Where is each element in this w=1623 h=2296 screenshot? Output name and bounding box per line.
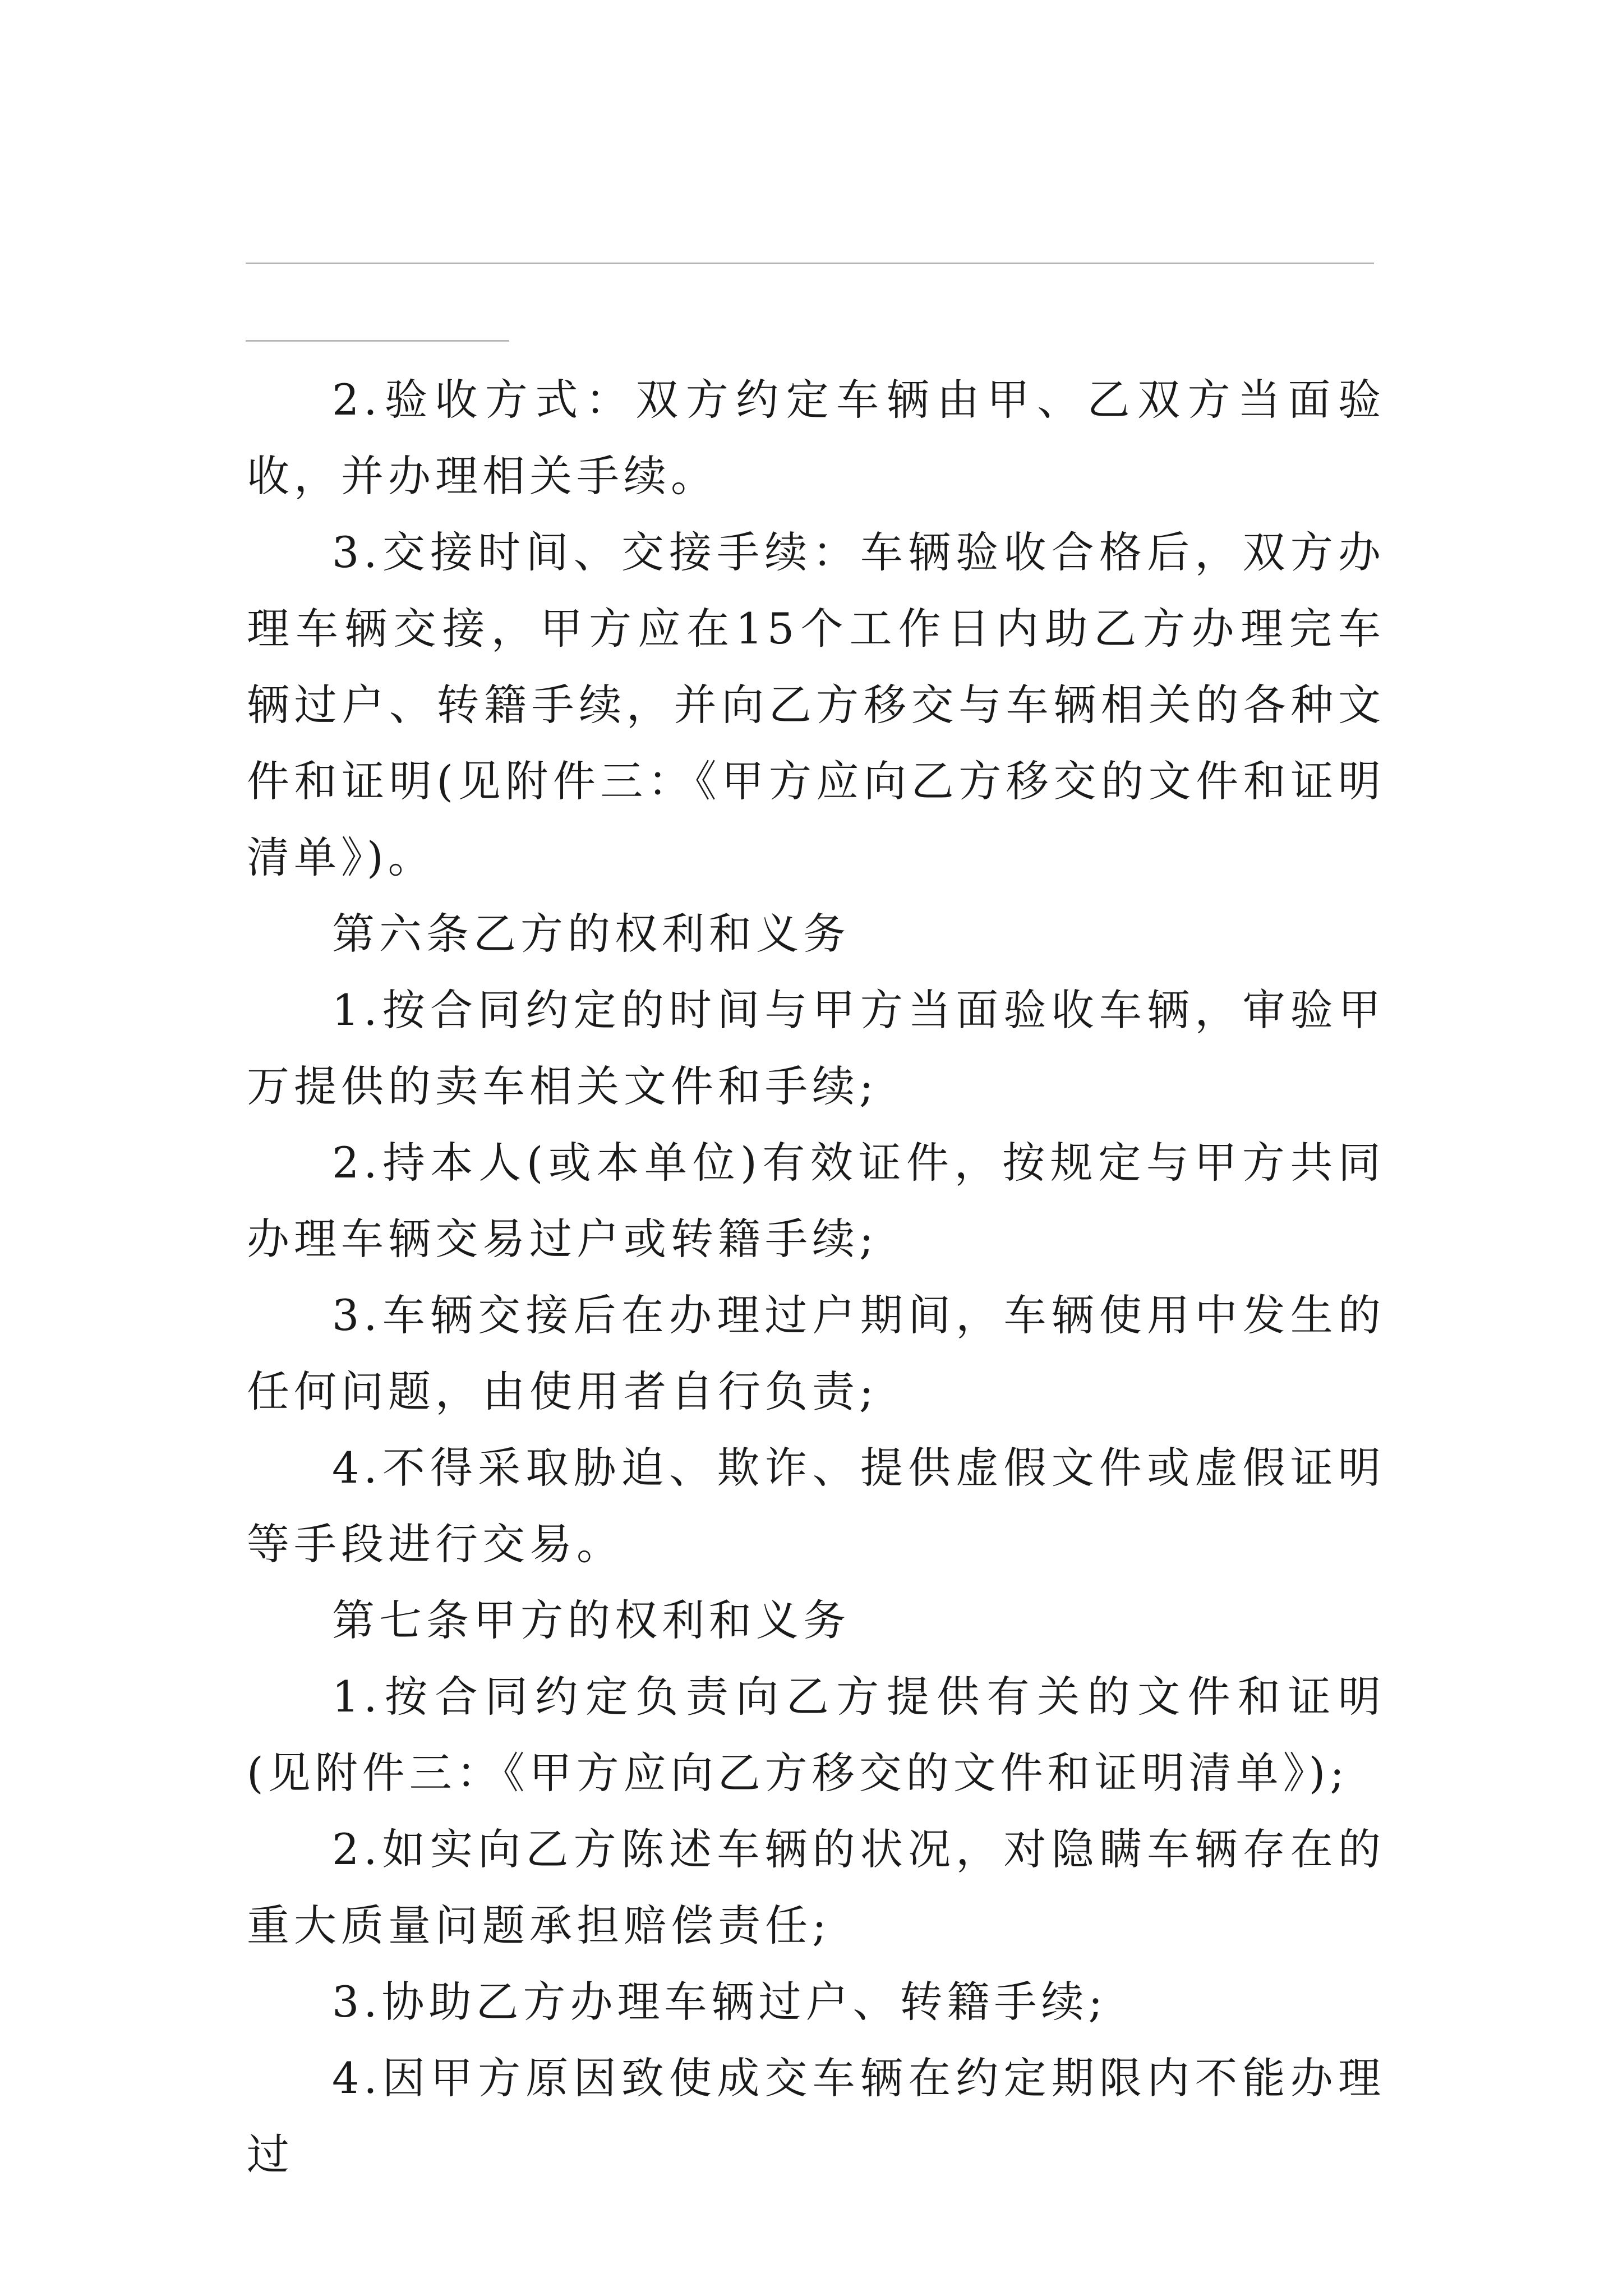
clause-paragraph: 2.持本人(或本单位)有效证件，按规定与甲方共同办理车辆交易过户或转籍手续; xyxy=(247,1138,1385,1264)
clause-paragraph: 3.协助乙方办理车辆过户、转籍手续; xyxy=(332,1977,1108,2027)
separator-line xyxy=(246,263,1374,264)
clause-paragraph: 3.交接时间、交接手续：车辆验收合格后，双方办理车辆交接，甲方应在15个工作日内助乙方办理完车辆过户、转籍手续，并向乙方移交与车辆相关的各种文件和证明(见附件三：《甲方应向乙方移交的文件和证明清单》)。 xyxy=(247,527,1385,882)
clause-paragraph: 4.不得采取胁迫、欺诈、提供虚假文件或虚假证明等手段进行交易。 xyxy=(247,1443,1385,1569)
article-heading: 第七条甲方的权利和义务 xyxy=(332,1595,850,1645)
article-heading: 第六条乙方的权利和义务 xyxy=(332,909,850,959)
clause-paragraph: 1.按合同约定负责向乙方提供有关的文件和证明(见附件三：《甲方应向乙方移交的文件和证明清单》); xyxy=(247,1672,1385,1798)
clause-paragraph: 3.车辆交接后在办理过户期间，车辆使用中发生的任何问题，由使用者自行负责; xyxy=(247,1290,1385,1416)
document-body xyxy=(247,362,1385,2193)
clause-paragraph: 1.按合同约定的时间与甲方当面验收车辆，审验甲万提供的卖车相关文件和手续; xyxy=(247,985,1385,1111)
clause-paragraph: 4.因甲方原因致使成交车辆在约定期限内不能办理过 xyxy=(247,2053,1385,2179)
clause-paragraph: 2.如实向乙方陈述车辆的状况，对隐瞒车辆存在的重大质量问题承担赔偿责任; xyxy=(247,1824,1385,1950)
clause-paragraph: 2.验收方式：双方约定车辆由甲、乙双方当面验收，并办理相关手续。 xyxy=(247,375,1385,501)
separator-line-short xyxy=(246,340,509,342)
